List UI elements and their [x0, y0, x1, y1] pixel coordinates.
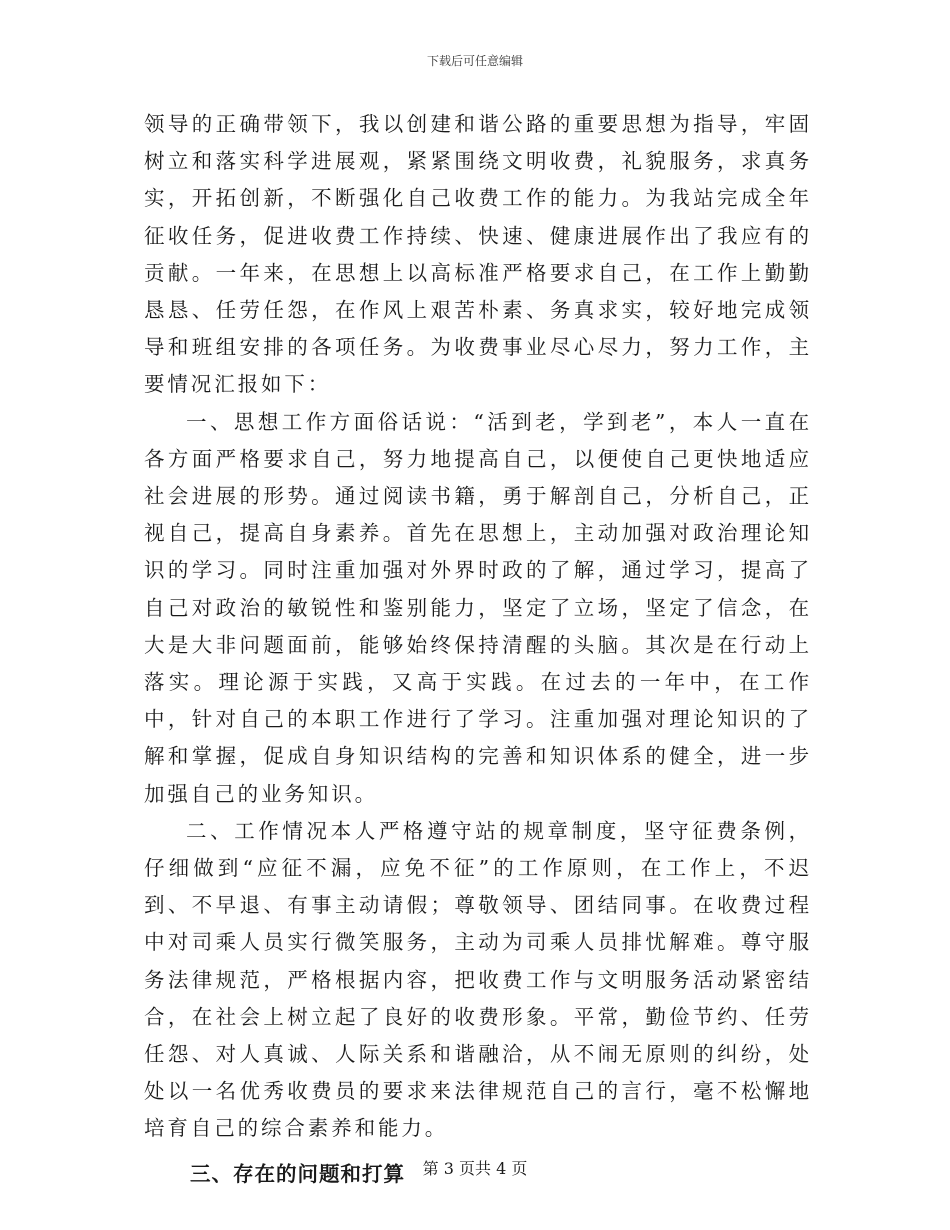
document-body: [144, 106, 812, 1193]
paragraph-intro: 领导的正确带领下，我以创建和谐公路的重要思想为指导，牢固树立和落实科学进展观，紧紧围绕文明收费，礼貌服务，求真务实，开拓创新，不断强化自己收费工作的能力。为我站完成全年征收任务，促进收费工作持续、快速、健康进展作出了我应有的贡献。一年来，在思想上以高标准严格要求自己，在工作上勤勤恳恳、任劳任怨，在作风上艰苦朴素、务真求实，较好地完成领导和班组安排的各项任务。为收费事业尽心尽力，努力工作，主要情况汇报如下：: [144, 112, 812, 397]
page-number: 第 3 页共 4 页: [422, 1159, 528, 1178]
section-heading-problems: 三、存在的问题和打算: [190, 1161, 405, 1186]
paragraph-work-situation: 二、工作情况本人严格遵守站的规章制度，坚守征费条例，仔细做到“应征不漏，应免不征”的工作原则，在工作上，不迟到、不早退、有事主动请假；尊敬领导、团结同事。在收费过程中对司乘人员实行微笑服务，主动为司乘人员排忧解难。尊守服务法律规范，严格根据内容，把收费工作与文明服务活动紧密结合，在社会上树立起了良好的收费形象。平常，勤俭节约、任劳任怨、对人真诚、人际关系和谐融洽，从不闹无原则的纠纷，处处以一名优秀收费员的要求来法律规范自己的言行，毫不松懈地培育自己的综合素养和能力。: [144, 818, 812, 1141]
paragraph-thought-work: 一、思想工作方面俗话说：“活到老，学到老”，本人一直在各方面严格要求自己，努力地提高自己，以便使自己更快地适应社会进展的形势。通过阅读书籍，勇于解剖自己，分析自己，正视自己，提高自身素养。首先在思想上，主动加强对政治理论知识的学习。同时注重加强对外界时政的了解，通过学习，提高了自己对政治的敏锐性和鉴别能力，坚定了立场，坚定了信念，在大是大非问题面前，能够始终保持清醒的头脑。其次是在行动上落实。理论源于实践，又高于实践。在过去的一年中，在工作中，针对自己的本职工作进行了学习。注重加强对理论知识的了解和掌握，促成自身知识结构的完善和知识体系的健全，进一步加强自己的业务知识。: [144, 409, 812, 806]
page-header: 下载后可任意编辑: [426, 54, 523, 68]
